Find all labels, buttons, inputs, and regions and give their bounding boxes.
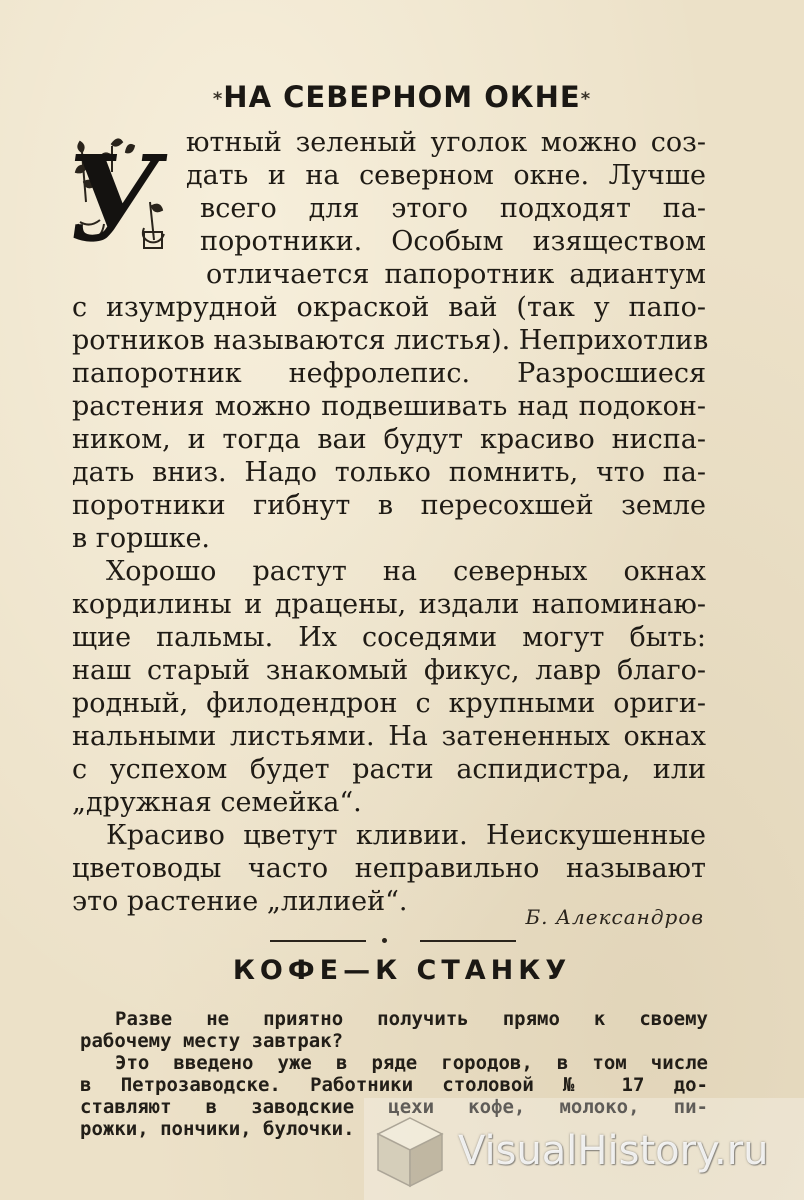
text-line: Красиво цветут кливии. Неискушенные — [106, 820, 706, 851]
text-line: растения можно подвешивать над подокон- — [72, 391, 706, 422]
article-title — [0, 80, 804, 114]
text-line: Это введено уже в ряде городов, в том числе — [115, 1052, 708, 1074]
text-line: в горшке. — [72, 523, 211, 554]
text-line: Разве не приятно получить прямо к своему — [115, 1008, 708, 1030]
text-line: рожки, пончики, булочки. — [80, 1118, 355, 1140]
text-line: всего для этого подходят па- — [200, 193, 706, 224]
text-line: ютный зеленый уголок можно соз- — [186, 127, 706, 158]
text-line: дать и на северном окне. Лучше — [186, 160, 706, 191]
text-line: щие пальмы. Их соседями могут быть: — [72, 622, 706, 653]
text-line: это растение „лилией“. — [72, 886, 408, 917]
text-line: нальными листьями. На затененных окнах — [72, 721, 706, 752]
text-line: с успехом будет расти аспидистра, или — [72, 754, 706, 785]
text-line: с изумрудной окраской вай (так у папо- — [72, 292, 706, 323]
text-line: дать вниз. Надо только помнить, что па- — [72, 457, 706, 488]
text-line: ставляют в заводские цехи кофе, молоко, пи- — [80, 1096, 708, 1118]
text-line: „дружная семейка“. — [72, 787, 362, 818]
article-title-text: НА СЕВЕРНОМ ОКНЕ — [223, 80, 581, 114]
ornament-star: * — [580, 88, 592, 110]
text-line: папоротник нефролепис. Разросшиеся — [72, 358, 706, 389]
dropcap-illustration — [57, 129, 176, 268]
text-line: поротники. Особым изяществом — [200, 226, 706, 257]
section-divider — [270, 936, 520, 946]
watermark-cube-icon — [370, 1112, 450, 1192]
text-line: родный, филодендрон с крупными ориги- — [72, 688, 706, 719]
text-line: цветоводы часто неправильно называют — [72, 853, 706, 884]
text-line: ротников называются листья). Неприхотлив — [72, 325, 709, 356]
author-signature: Б. Александров — [525, 905, 704, 929]
text-line: Хорошо растут на северных окнах — [106, 556, 706, 587]
text-line: ником, и тогда ваи будут красиво ниспа- — [72, 424, 706, 455]
text-line: поротники гибнут в пересохшей земле — [72, 490, 706, 521]
article-title: КОФЕ—К СТАНКУ — [232, 955, 572, 986]
watermark-text: VisualHistory.ru — [458, 1128, 769, 1174]
text-line: в Петрозаводске. Работники столовой № 17 до- — [80, 1074, 708, 1096]
dropcap-letter: У — [57, 129, 173, 268]
text-line: кордилины и драцены, издали напоминаю- — [72, 589, 706, 620]
text-line: рабочему месту завтрак? — [80, 1030, 344, 1052]
ornament-star: * — [212, 88, 224, 110]
text-line: наш старый знакомый фикус, лавр благо- — [72, 655, 706, 686]
text-line: отличается папоротник адиантум — [206, 259, 706, 290]
